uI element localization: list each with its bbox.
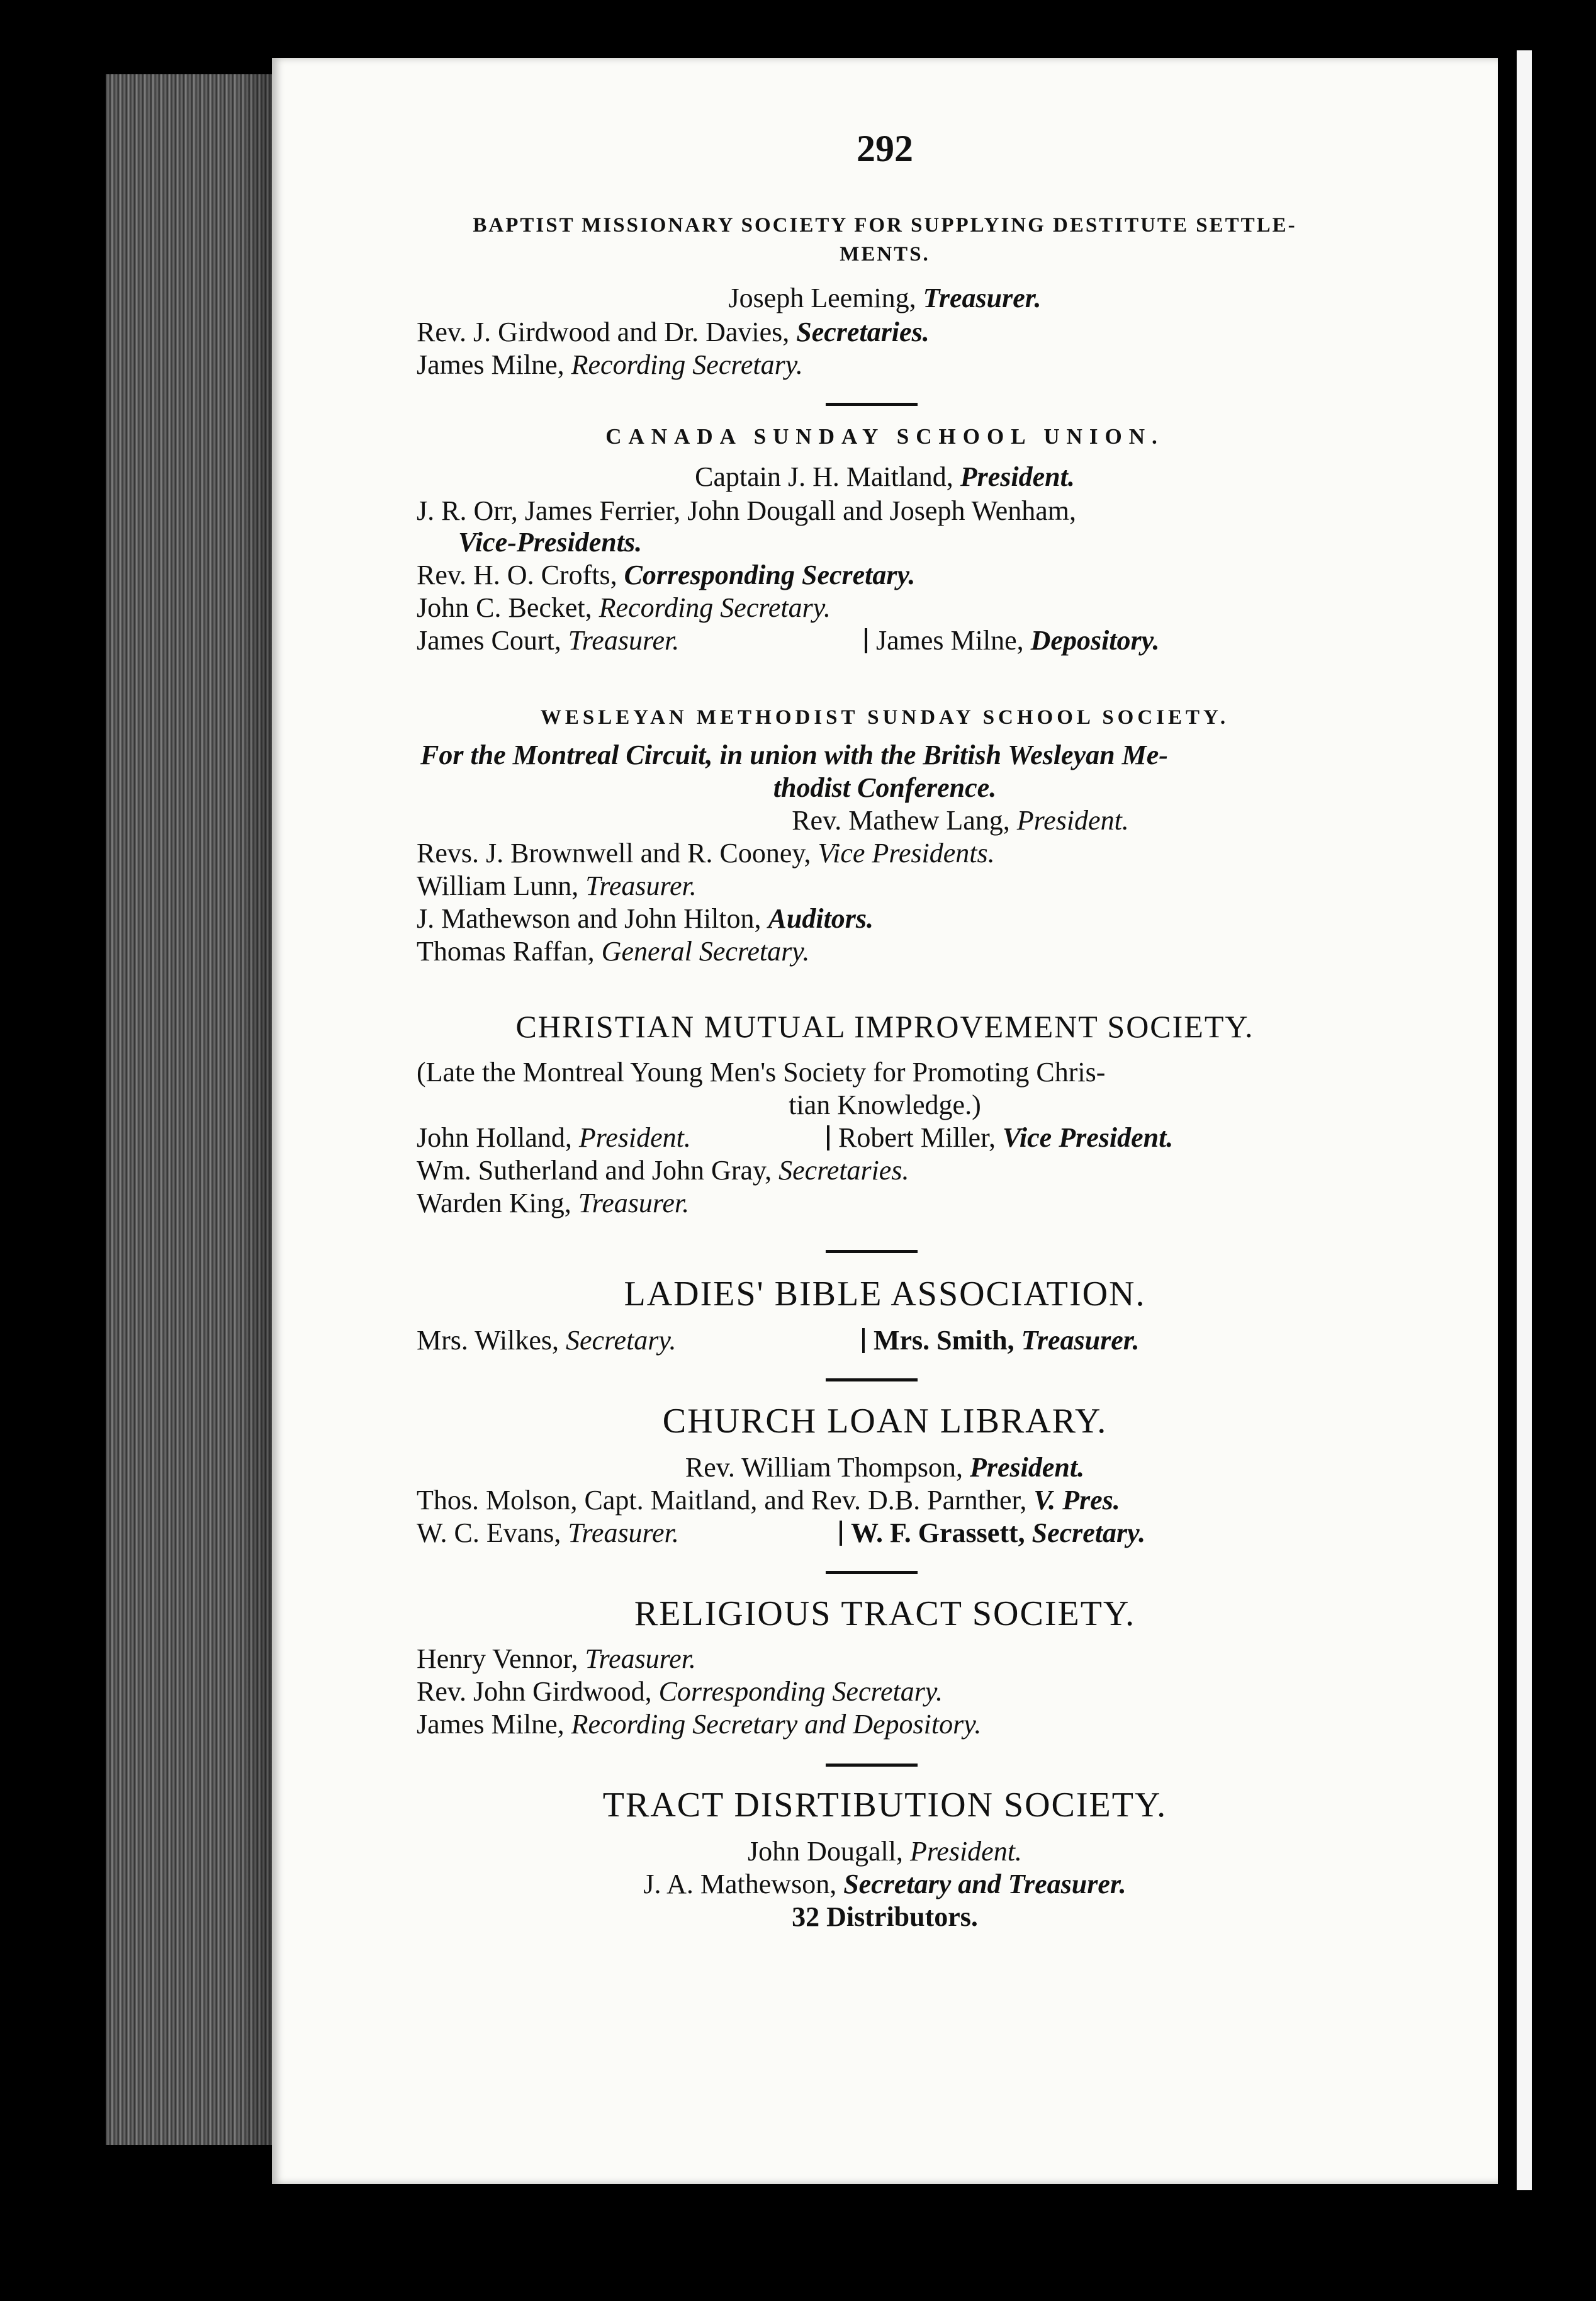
officer-role: Secretaries. <box>796 317 930 347</box>
officer-line <box>417 592 1596 624</box>
officer-cell <box>417 624 679 657</box>
officer-name: Revs. J. Brownwell and R. Cooney, <box>417 838 818 869</box>
officer-line <box>417 870 1596 903</box>
officer-name: Rev. H. O. Crofts, <box>417 560 624 590</box>
officer-name: W. C. Evans, <box>417 1517 568 1548</box>
officer-name: W. F. Grassett, <box>851 1517 1032 1548</box>
officer-name: Thomas Raffan, <box>417 936 602 967</box>
officer-line <box>272 1868 1498 1901</box>
officer-role: V. Pres. <box>1033 1485 1120 1516</box>
officer-name: Rev. William Thompson, <box>685 1452 970 1483</box>
section-heading: CANADA SUNDAY SCHOOL UNION. <box>605 424 1164 449</box>
officer-line <box>417 1154 1596 1187</box>
officer-name: James Milne, <box>417 349 571 380</box>
section-subheading-cont <box>272 772 1498 804</box>
officer-role: Recording Secretary. <box>571 349 803 380</box>
officer-role: President. <box>969 1452 1085 1483</box>
officer-cell <box>853 1324 1140 1357</box>
officer-role: Secretary and Treasurer. <box>843 1869 1127 1899</box>
column-separator <box>827 1125 829 1150</box>
officer-name: Thos. Molson, Capt. Maitland, and Rev. D.B. Parnther, <box>417 1485 1034 1516</box>
officer-line <box>417 1187 1596 1220</box>
officer-cell <box>818 1122 1173 1154</box>
officer-name: Robert Miller, <box>838 1122 1003 1153</box>
officer-role: Treasurer. <box>578 1188 690 1218</box>
officer-role: Secretary. <box>1031 1517 1146 1548</box>
officer-line <box>458 526 1596 559</box>
officer-line <box>417 1675 1596 1708</box>
section-divider <box>826 1250 918 1253</box>
section-divider <box>826 403 918 406</box>
officer-role: Depository. <box>1030 625 1160 656</box>
officer-name: Warden King, <box>417 1188 578 1218</box>
column-separator <box>865 628 867 653</box>
officer-name: Joseph Leeming, <box>728 283 923 313</box>
officer-role: Vice Presidents. <box>818 838 995 869</box>
officer-line <box>417 1708 1596 1741</box>
section-heading-cont: MENTS. <box>840 243 930 266</box>
officer-role: Treasurer. <box>585 870 697 901</box>
officer-line: J. R. Orr, James Ferrier, John Dougall and Joseph Wenham, <box>417 495 1076 526</box>
officer-line <box>272 1451 1498 1484</box>
officer-line <box>347 804 1573 837</box>
subheading-text: thodist Conference. <box>773 772 997 803</box>
officer-role: Auditors. <box>768 903 874 934</box>
officer-line <box>272 282 1498 315</box>
officer-name: John Holland, <box>417 1122 579 1153</box>
officer-line <box>417 349 1596 381</box>
officer-role: Treasurer. <box>1021 1325 1140 1356</box>
section-heading: BAPTIST MISSIONARY SOCIETY FOR SUPPLYING DESTITUTE SETTLE- <box>473 214 1297 237</box>
officer-role: Corresponding Secretary. <box>658 1676 943 1707</box>
section-note: (Late the Montreal Young Men's Society for Promoting Chris- <box>417 1057 1106 1088</box>
book-page <box>272 58 1498 2184</box>
page-number: 292 <box>857 128 913 169</box>
column-separator <box>862 1328 865 1353</box>
officer-cell <box>417 1122 691 1154</box>
officer-line <box>272 461 1498 493</box>
officer-name: James Milne, <box>876 625 1031 656</box>
officer-role: President. <box>909 1836 1022 1867</box>
section-divider <box>826 1571 918 1574</box>
officer-role: Treasurer. <box>568 1517 679 1548</box>
subheading-text: For the Montreal Circuit, in union with the British Wesleyan Me- <box>420 740 1168 770</box>
officer-line <box>417 837 1596 870</box>
section-divider <box>826 1764 918 1767</box>
officer-role: Vice President. <box>1002 1122 1174 1153</box>
officer-line <box>272 1835 1498 1868</box>
officer-line <box>417 559 1596 592</box>
officer-name: J. A. Mathewson, <box>643 1869 844 1899</box>
officer-name: Henry Vennor, <box>417 1643 585 1674</box>
section-heading: LADIES' BIBLE ASSOCIATION. <box>624 1274 1146 1314</box>
officer-name: Rev. Mathew Lang, <box>792 805 1017 836</box>
officer-role: Treasurer. <box>585 1643 696 1674</box>
officer-name: William Lunn, <box>417 870 586 901</box>
officer-role: Corresponding Secretary. <box>624 560 916 590</box>
officer-name: Mrs. Wilkes, <box>417 1325 566 1356</box>
officer-cell <box>856 624 1160 657</box>
officer-name: Rev. John Girdwood, <box>417 1676 659 1707</box>
officer-role: Secretary. <box>565 1325 677 1356</box>
officer-role: General Secretary. <box>601 936 810 967</box>
officer-role: Vice-Presidents. <box>458 527 643 558</box>
section-heading: WESLEYAN METHODIST SUNDAY SCHOOL SOCIETY. <box>540 706 1230 729</box>
officer-role: President. <box>1016 805 1129 836</box>
officer-role: President. <box>960 461 1075 492</box>
officer-name: John C. Becket, <box>417 592 599 623</box>
officer-name: John Dougall, <box>748 1836 910 1867</box>
officer-name: Rev. J. Girdwood and Dr. Davies, <box>417 317 797 347</box>
section-heading: RELIGIOUS TRACT SOCIETY. <box>634 1594 1136 1633</box>
officer-name: Wm. Sutherland and John Gray, <box>417 1155 779 1186</box>
officer-cell <box>417 1517 679 1550</box>
officer-role: President. <box>578 1122 691 1153</box>
section-note-cont: tian Knowledge.) <box>789 1089 981 1120</box>
officer-role: Treasurer. <box>568 625 680 656</box>
officer-line <box>417 1643 1596 1675</box>
officer-role: Secretaries. <box>778 1155 909 1186</box>
officer-name: James Court, <box>417 625 568 656</box>
officer-line <box>417 935 1596 968</box>
officer-line <box>417 903 1596 935</box>
officer-role: Recording Secretary. <box>598 592 831 623</box>
officer-cell <box>417 1324 677 1357</box>
section-heading: CHRISTIAN MUTUAL IMPROVEMENT SOCIETY. <box>515 1009 1254 1044</box>
officer-line <box>417 1484 1596 1517</box>
officer-name: James Milne, <box>417 1709 571 1740</box>
officer-name: Mrs. Smith, <box>874 1325 1021 1356</box>
section-subheading <box>420 739 1596 772</box>
section-heading: CHURCH LOAN LIBRARY. <box>662 1402 1108 1441</box>
section-divider <box>826 1378 918 1381</box>
officer-role: Recording Secretary and Depository. <box>571 1709 982 1740</box>
officer-name: J. Mathewson and John Hilton, <box>417 903 768 934</box>
column-separator <box>840 1521 842 1546</box>
officer-name: Captain J. H. Maitland, <box>695 461 960 492</box>
officer-cell <box>831 1517 1145 1550</box>
section-heading: TRACT DISRTIBUTION SOCIETY. <box>602 1786 1167 1825</box>
officer-line <box>417 316 1596 349</box>
distributors-count: 32 Distributors. <box>792 1901 978 1932</box>
officer-role: Treasurer. <box>923 283 1042 313</box>
